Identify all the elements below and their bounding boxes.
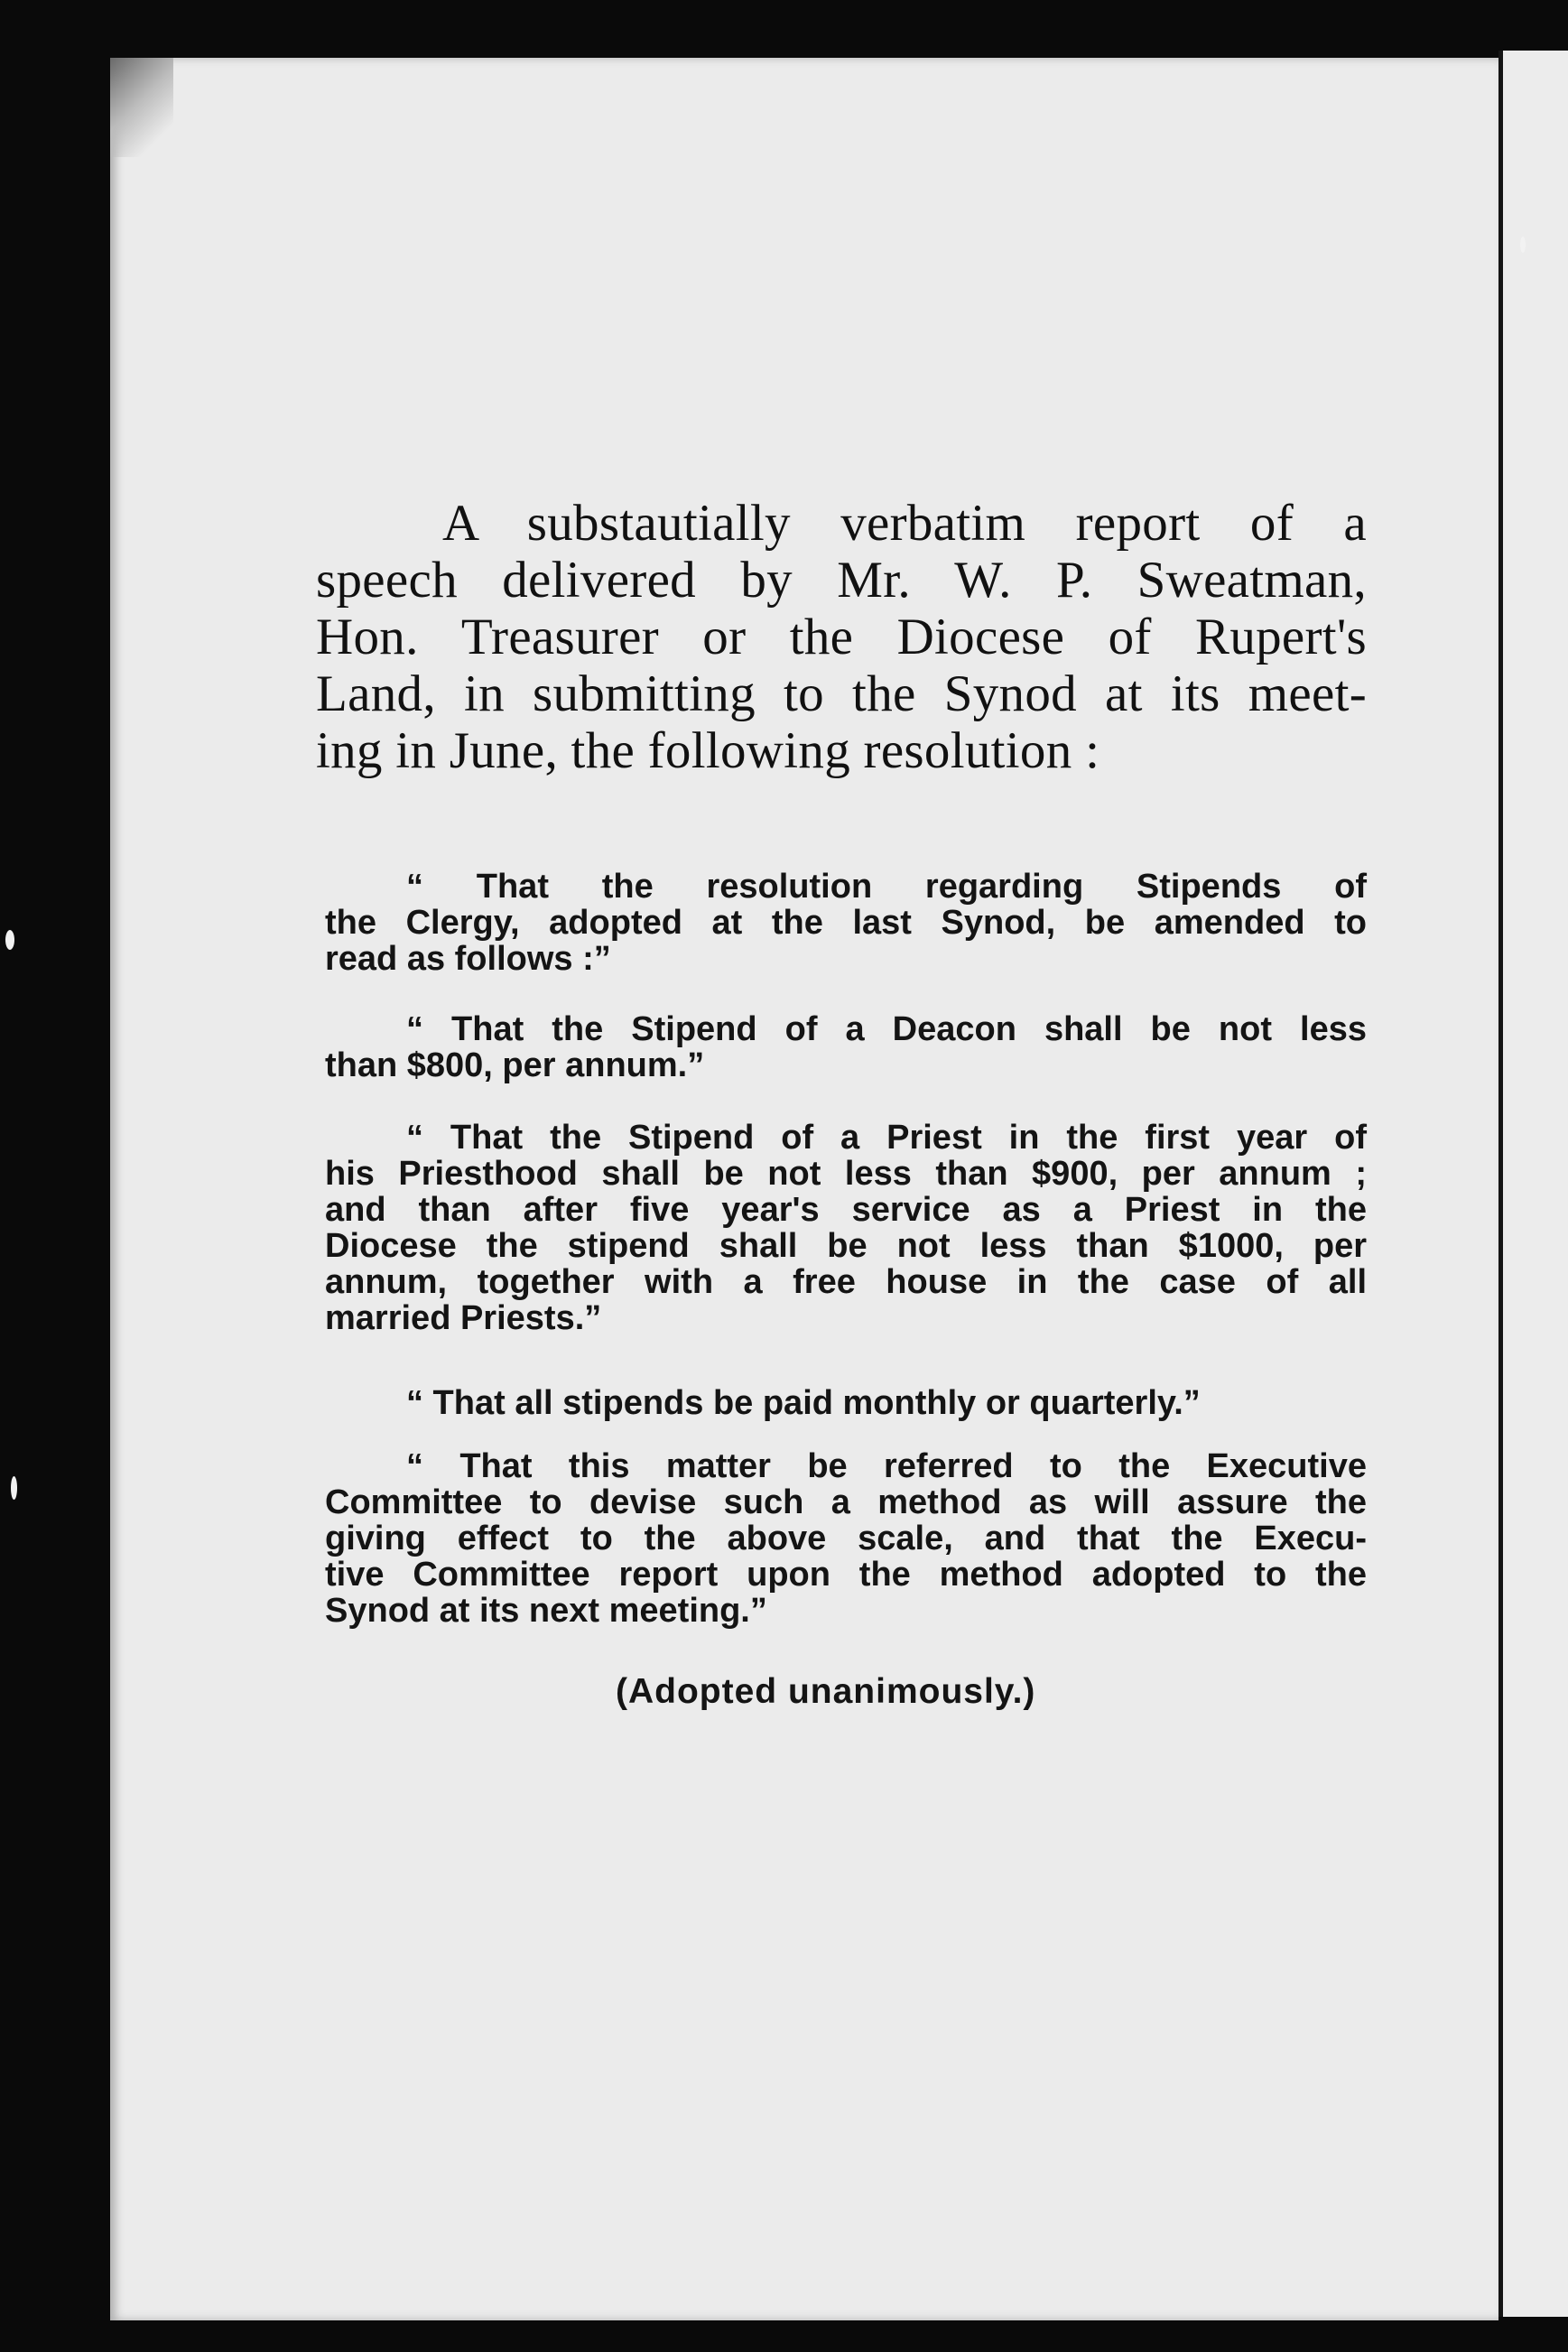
intro-text	[316, 495, 1367, 779]
resolution-line: Diocese the stipend shall be not less than $1000, per	[325, 1227, 1367, 1265]
resolution-amendment	[325, 869, 1367, 977]
resolution-line: “ That the Stipend of a Deacon shall be not less	[406, 1010, 1367, 1048]
resolution-line: the Clergy, adopted at the last Synod, be amended to	[325, 904, 1367, 942]
resolution-line: annum, together with a free house in the case of all	[325, 1263, 1367, 1301]
intro-line: ing in June, the following resolution :	[316, 722, 1100, 779]
resolution-executive-committee	[325, 1448, 1367, 1629]
scan-speck	[11, 1476, 17, 1500]
intro-line: speech delivered by Mr. W. P. Sweatman,	[316, 552, 1367, 609]
resolution-line: giving effect to the above scale, and that the Execu-	[325, 1520, 1367, 1557]
scan-speck	[5, 930, 14, 950]
resolution-line: Committee to devise such a method as will assure the	[325, 1483, 1367, 1521]
resolution-deacon-stipend	[325, 1011, 1367, 1083]
resolution-line: his Priesthood shall be not less than $900, per annum ;	[325, 1155, 1367, 1193]
resolution-line: tive Committee report upon the method adopted to the	[325, 1556, 1367, 1594]
adopted-note: (Adopted unanimously.)	[616, 1672, 1036, 1711]
resolution-line: “ That all stipends be paid monthly or quarterly.”	[406, 1384, 1201, 1422]
resolution-line: than $800, per annum.”	[325, 1046, 705, 1084]
resolution-line: and than after five year's service as a Priest in the	[325, 1191, 1367, 1229]
intro-line: A substautially verbatim report of a	[442, 495, 1367, 552]
document-page	[110, 58, 1498, 2320]
resolution-payment-schedule	[325, 1385, 1367, 1421]
scan-speck	[1520, 237, 1526, 253]
resolution-line: married Priests.”	[325, 1299, 602, 1337]
intro-paragraph	[316, 495, 1367, 779]
intro-line: Land, in submitting to the Synod at its meet-	[316, 665, 1367, 722]
resolution-line: read as follows :”	[325, 940, 611, 978]
resolution-line: “ That the resolution regarding Stipends of	[406, 868, 1367, 906]
resolution-line: “ That the Stipend of a Priest in the first year of	[406, 1119, 1367, 1157]
facing-page-edge	[1498, 51, 1568, 2317]
resolution-line: Synod at its next meeting.”	[325, 1592, 767, 1630]
resolution-line: “ That this matter be referred to the Executive	[406, 1447, 1367, 1485]
intro-line: Hon. Treasurer or the Diocese of Rupert's	[316, 609, 1367, 665]
resolution-priest-stipend	[325, 1120, 1367, 1336]
